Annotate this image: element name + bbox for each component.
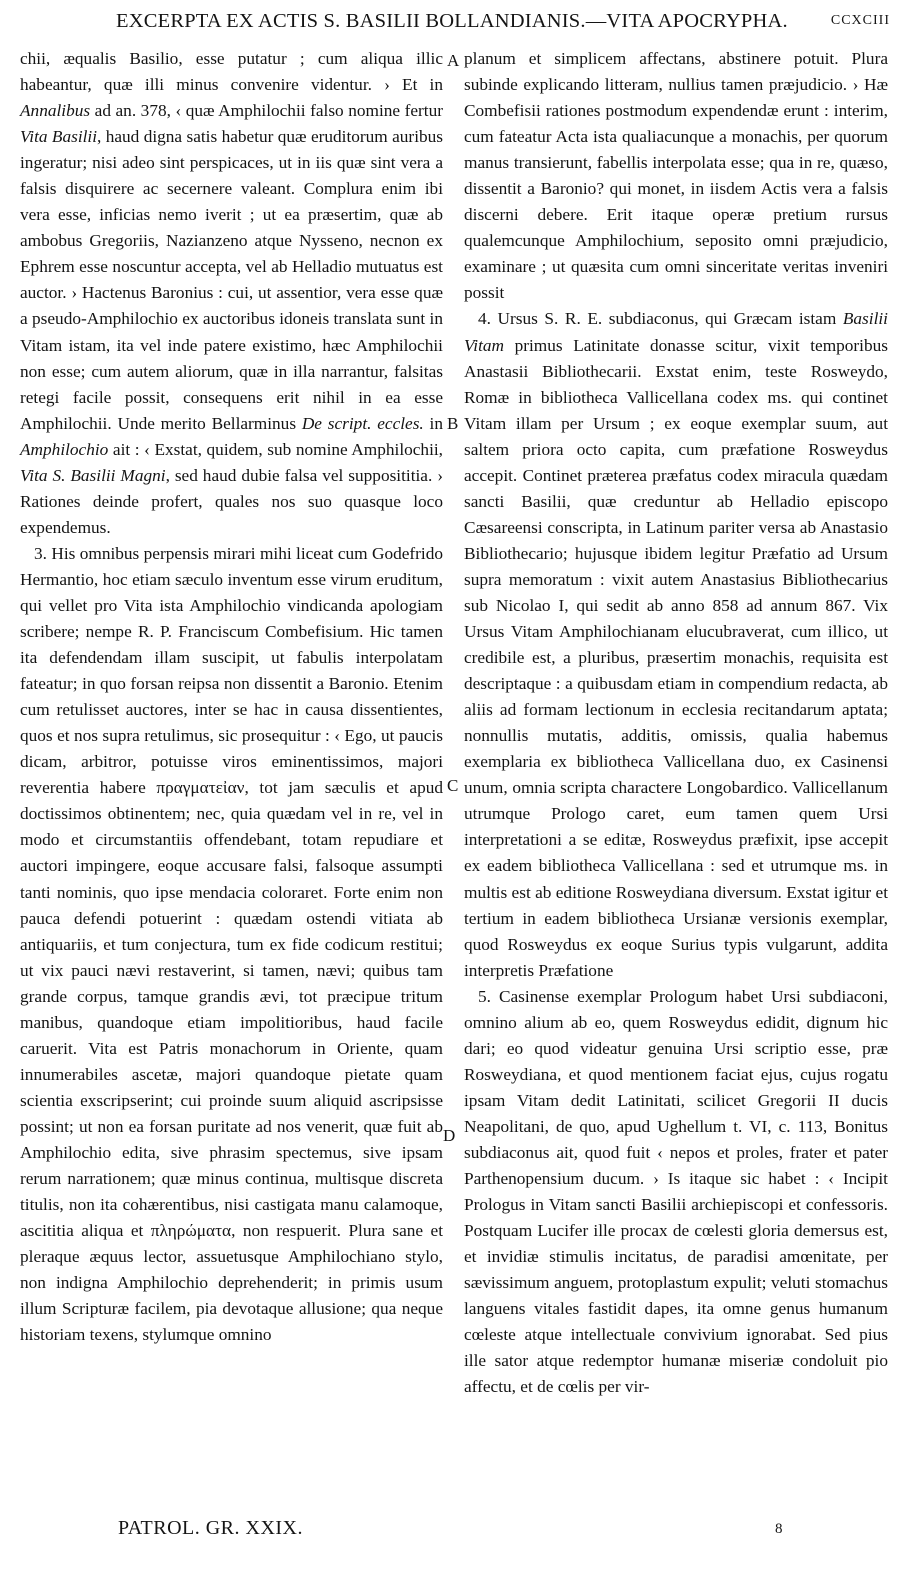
margin-letter-b: B [447,414,459,433]
italic-run: De script. eccles. [301,413,424,433]
text-run: , haud digna satis habetur quæ eruditorum auribus ingeratur; nisi adeo sint perspicaces, ut in iis quæ sint vera a falsis disquirere ac secernere valeant. Complura enim ibi vera esse, inficias nemo iverit ; ut ea præsertim, quæ ab ambobus Gregoriis, Nazianzeno atque Nysseno, necnon ex Ephrem esse noscuntur accepta, vel ab Helladio mutuatus est auctor. › Hactenus Baronius : cui, ut assentior, vera esse quæ a pseudo-Amphilochio ex auctoribus idoneis translata sunt in Vitam istam, ita vel inde patere existimo, hæc Amphilochii non esse; cum autem aliorum, quæ in illa narrantur, falsitas retegi facile possit, consequens erit nihil in ea esse Amphilochii. Unde merito Bellarminus [20,127,443,433]
text-run: , sed haud dubie falsa vel supposititia. › Rationes deinde profert, quales nos suo quasque loco expendemus. [20,465,443,537]
margin-letter-d: D [443,1126,456,1145]
text-run: ait : ‹ Exstat, quidem, sub nomine Amphilochii, [108,439,443,459]
signature-mark: PATROL. GR. XXIX. [118,1517,304,1539]
page-number: CCXCIII [830,13,890,28]
right-paragraph-1: planum et simplicem affectans, abstinere potuit. Plura subinde explicando litteram, nullius tamen præjudicio. › Hæ Combefisii rationes postmodum expendendæ erunt : interim, cum fateatur Acta ista qualiacunque a monachis, per quorum manus transierunt, fabellis interpolata esse; qua in re, quæso, dissentit a Baronio? qui monet, in iisdem Actis vera a falsis discerni debere. Erit itaque operæ pretium rursus qualemcunque Amphilochium, seposito omni præjudicio, examinare ; ut quæsita cum omni sinceritate veritas inveniri possit [464,49,888,303]
text-run: chii, æqualis Basilio, esse putatur ; cum aliqua illic habeantur, quæ illi minus convenire videntur. › Et in [20,49,443,95]
italic-run: Amphilochio [20,439,109,459]
italic-run: Annalibus [20,101,91,121]
left-column [20,46,443,1348]
right-column [464,46,888,1400]
text-run: in [423,413,443,433]
running-title: EXCERPTA EX ACTIS S. BASILII BOLLANDIANIS.—VITA APOCRYPHA. [116,10,788,32]
margin-letter-c: C [447,776,459,795]
gathering-mark: 8 [775,1521,783,1537]
italic-run: Vita Basilii [20,127,98,147]
text-run: ad an. 378, ‹ quæ Amphilochii falso nomine fertur [90,101,443,121]
right-paragraph-3: 5. Casinense exemplar Prologum habet Ursi subdiaconi, omnino alium ab eo, quem Rosweydus edidit, dignum hic dari; eo quod videatur genuina Ursi scriptio esse, præ Rosweydiana, et quod mentionem faciat ejus, cujus rogatu ipsam Vitam dedit Latinitati, scilicet Gregorii II ducis Neapolitani, de quo, apud Ughellum t. VI, c. 113, Bonitus subdiaconus ait, quod fuit ‹ nepos et proles, frater et pater Parthenopensium ducum. › Is itaque sic habet : ‹ Incipit Prologus in Vitam sancti Basilii archiepiscopi et confessoris. Postquam Lucifer ille procax de cœlesti gloria demersus est, et invidiæ stimulis incitatus, de paradisi amœnitate, per sævissimum anguem, protoplastum expulit; veluti stomachus languens vitales fastidit dapes, ita omne genus humanum cœleste atque intellectuale convivium ignorabat. Sed pius ille sator atque redemptor humanæ miseriæ condoluit pio affectu, et de cœlis per vir- [464,986,888,1397]
margin-letter-a: A [447,51,460,70]
left-paragraph-2: 3. His omnibus perpensis mirari mihi liceat cum Godefrido Hermantio, hoc etiam sæculo inventum esse virum eruditum, qui vellet pro Vita ista Amphilochio vindicanda apologiam scribere; nempe R. P. Franciscum Combefisium. Hic tamen ita defendendam illam suscipit, ut fabulis interpolatam fateatur; in quo forsan reipsa non dissentit a Baronio. Etenim cum retulisset auctores, inter se hac in causa dissentientes, quos et nos supra retulimus, sic prosequitur : ‹ Ego, ut paucis dicam, arbitror, potuisse viros eminentissimos, majori reverentia habere πραγματεἰαν, tot jam sæculis et apud doctissimos obtinentem; nec, quia quædam vel in re, vel in modo et circumstantiis offendebant, totam repudiare et auctori impingere, eoque accusare falsi, falsoque assumpti tanti nominis, quo ipse mendacia coloraret. Forte enim non pauca defendi potuerint : quædam ostendi vitiata ab antiquariis, et tum conjectura, tum ex fide codicum restitui; ut vix pauci nævi restaverint, si tamen, nævi; quibus tam grande corpus, tamque grandis ævi, tot præcipue tritum manibus, quandoque etiam impolitioribus, haud facile caruerit. Vita est Patris monachorum in Oriente, quam innumerabiles ascetæ, majori quandoque pietate quam scientia exscripserint; cui proinde suum aliquid ascripsisse possint; ut non ea forsan puritate ad nos venerit, quæ fuit ab Amphilochio edita, sive phrasim spectemus, sive ipsam rerum narrationem; quæ minus continua, multisque discreta titulis, non ita cohærentibus, nisi castigata manu calamoque, ascititia aliqua et πληρώματα, non respuerit. Plura sane et pleraque æquus lector, assuetusque Amphilochiano stylo, non indigna Amphilochio deprehenderit; in primis usum illum Scripturæ facilem, pia devotaque allusione; qua neque historiam texens, stylumque omnino [20,543,443,1345]
text-run: primus Latinitate donasse scitur, vixit temporibus Anastasii Bibliothecarii. Exstat enim, teste Rosweydo, Romæ in bibliotheca Vallicellana codex ms. qui continet Vitam illam per Ursum ; ex eoque exemplar suum, aut saltem priora octo capita, cum præfatione Rosweydus accepit. Continet præterea præfatus codex miracula quædam sancti Basilii, quæ creduntur ab Helladio episcopo Cæsareensi conscripta, in Latinum pariter versa ab Anastasio Bibliothecario; hujusque ibidem legitur Præfatio ad Ursum supra memoratum : vixit autem Anastasius Bibliothecarius sub Nicolao I, qui sedit ab anno 858 ad annum 867. Vix Ursus Vitam Amphilochianam elucubraverat, cum illico, ut credibile est, a pluribus, præsertim monachis, requisita est descriptaque : a quibusdam etiam in compendium redacta, ab aliis ad formam lectionum in ecclesia recitandarum aptata; nonnullis mutatis, additis, omissis, qualia habemus exemplaria ex bibliotheca Vallicellana duo, ex Casinensi unum, omnia scripta charactere Longobardico. Vallicellanum utrumque Prologo caret, eum tamen quem Ursi interpretationi a se editæ, Rosweydus præfixit, ipse accepit ex eadem bibliotheca Vallicellana : sed et utrumque ms. in multis est ab editione Rosweydiana diversum. Exstat igitur et tertium in eadem bibliotheca Ursianæ versionis exemplar, quod Rosweydus ex eoque Surius typis vulgarunt, addita interpretis Præfatione [464,335,888,980]
italic-run: Basilii Vitam [464,309,888,355]
left-paragraph-1 [20,46,443,541]
text-run: 4. Ursus S. R. E. subdiaconus, qui Græcam istam [478,309,843,329]
running-head [20,10,890,40]
right-paragraph-2 [464,306,888,983]
italic-run: Vita S. Basilii Magni [20,465,166,485]
